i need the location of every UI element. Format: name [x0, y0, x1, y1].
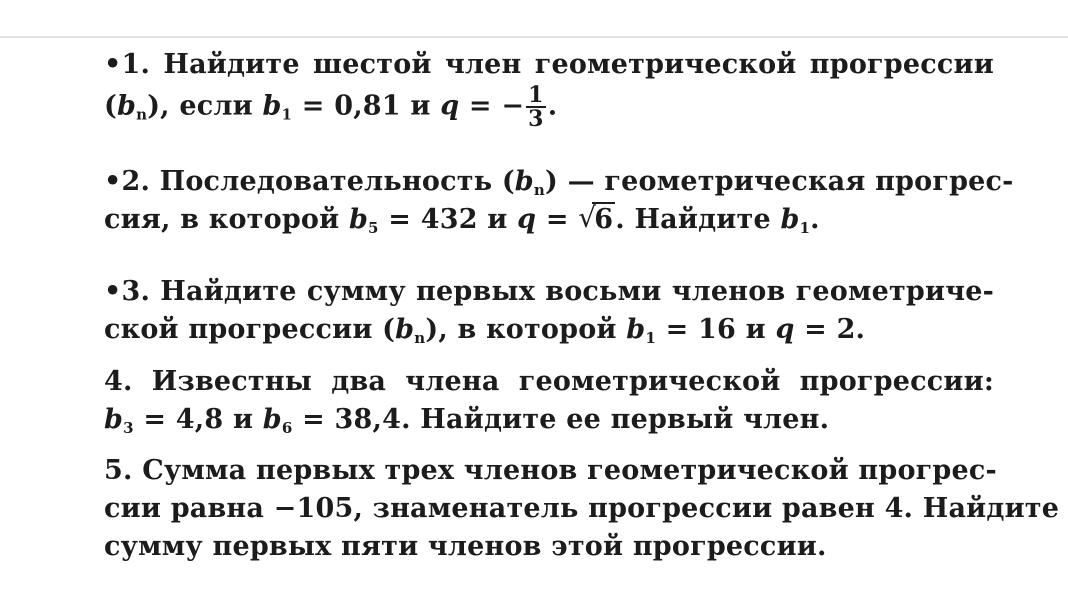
- problem-5: [104, 452, 1060, 566]
- sub-5: 5: [368, 219, 379, 237]
- sub-1: 1: [799, 219, 811, 237]
- problem-text: Известны два члена геометрической прогрессии:: [151, 366, 994, 397]
- problem-2-line-2: [104, 201, 994, 239]
- problem-4: [104, 363, 994, 439]
- problem-text: ), если: [147, 90, 253, 122]
- problem-3-line-2: [104, 311, 994, 349]
- problem-3: [104, 273, 994, 349]
- problem-number: •1.: [104, 49, 151, 80]
- problem-number: 5.: [104, 455, 133, 486]
- problem-text: = 16 и: [665, 314, 766, 345]
- problem-2-line-1: [104, 163, 1014, 201]
- problem-text: = −: [468, 90, 525, 122]
- radical-sign: √: [578, 201, 597, 234]
- problem-text: ской прогрессии (: [104, 314, 396, 345]
- problem-text: Найдите сумму первых восьми членов геометриче-: [160, 276, 994, 307]
- top-divider: [0, 36, 1068, 38]
- problem-5-line-1: [104, 452, 997, 490]
- problem-text: = 2.: [804, 314, 866, 345]
- var-q: q: [517, 204, 537, 235]
- problem-2: [104, 163, 1014, 239]
- problem-number: •3.: [104, 276, 151, 307]
- fraction-denominator: 3: [528, 106, 544, 132]
- problem-text: ) — геометрическая прогрес-: [545, 166, 1014, 197]
- problem-text: Сумма первых трех членов геометрической прогрес-: [142, 455, 997, 486]
- problem-1-line-1: [104, 46, 994, 84]
- var-b: b: [116, 90, 137, 122]
- var-b: b: [395, 314, 415, 345]
- problem-text: Последовательность (: [159, 166, 515, 197]
- var-q: q: [775, 314, 795, 345]
- sub-1: 1: [281, 105, 293, 124]
- problem-text: = 38,4. Найдите ее первый член.: [302, 404, 830, 435]
- sub-n: n: [533, 181, 545, 199]
- sub-6: 6: [281, 419, 293, 437]
- problem-number: 4.: [104, 366, 133, 397]
- sub-3: 3: [123, 419, 134, 437]
- problem-3-line-1: [104, 273, 994, 311]
- var-b: b: [348, 204, 369, 235]
- sub-1: 1: [645, 329, 656, 347]
- square-root: [578, 201, 615, 239]
- problem-text: сия, в которой: [104, 204, 340, 235]
- problem-4-line-2: [104, 401, 994, 439]
- problem-text: =: [545, 204, 569, 235]
- sub-n: n: [414, 329, 426, 347]
- problem-5-line-3: сумму первых пяти членов этой прогрессии.: [104, 531, 827, 562]
- problem-text: ), в которой: [425, 314, 617, 345]
- problem-1: [104, 46, 994, 130]
- problem-4-line-1: [104, 363, 994, 401]
- var-b: b: [104, 404, 124, 435]
- radicand: 6: [594, 204, 614, 235]
- problem-text: = 432 и: [388, 204, 508, 235]
- fraction: [526, 84, 546, 130]
- problem-text: . Найдите: [615, 204, 771, 235]
- problem-text: = 0,81 и: [301, 90, 431, 122]
- var-b: b: [514, 166, 534, 197]
- var-q: q: [440, 90, 460, 122]
- problem-1-line-2: [104, 84, 994, 130]
- var-b: b: [262, 404, 282, 435]
- var-b: b: [626, 314, 646, 345]
- problem-number: •2.: [104, 166, 151, 197]
- paren-open: (: [104, 90, 117, 122]
- problem-5-line-2: сии равна −105, знаменатель прогрессии равен 4. Найдите: [104, 493, 1060, 524]
- var-b: b: [780, 204, 800, 235]
- fraction-numerator: 1: [528, 82, 544, 108]
- sub-n: n: [136, 105, 148, 124]
- period: .: [810, 204, 820, 235]
- period: .: [547, 90, 558, 122]
- var-b: b: [262, 90, 282, 122]
- problem-text: Найдите шестой член геометрической прогрессии: [163, 49, 994, 80]
- problem-text: = 4,8 и: [143, 404, 254, 435]
